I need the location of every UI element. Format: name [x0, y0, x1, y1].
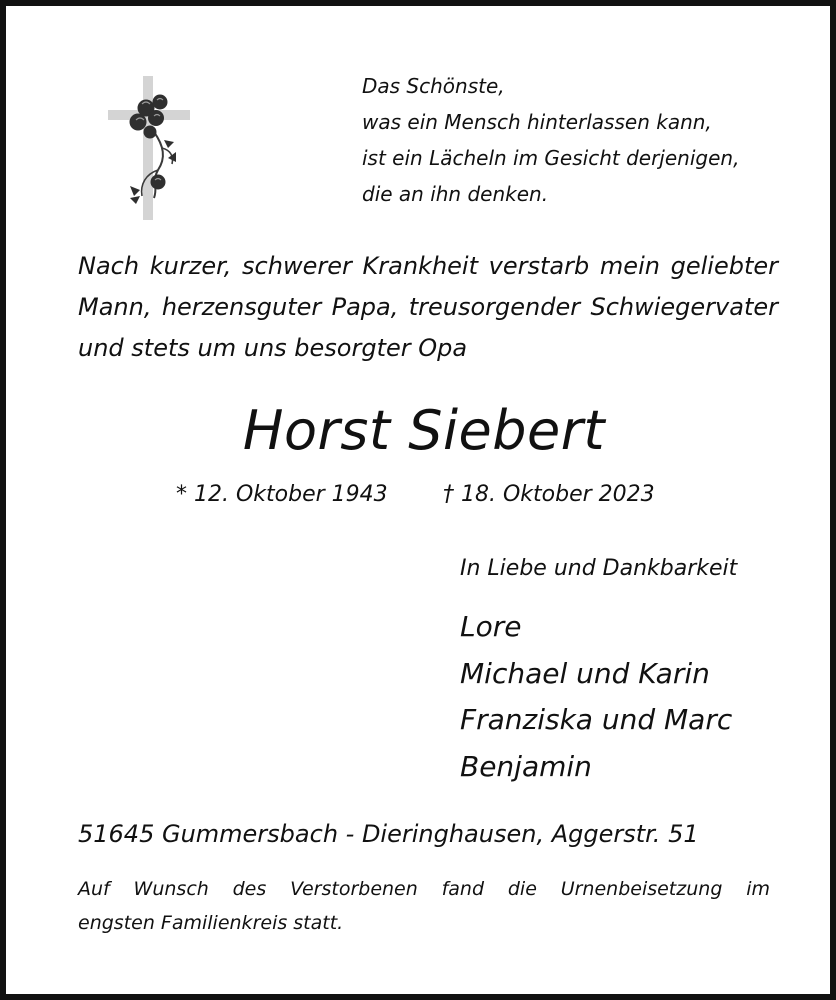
- note-line: Auf Wunsch des Verstorbenen fand die Urnenbeisetzung im: [78, 878, 770, 900]
- announcement-line: Mann, herzensguter Papa, treusorgender Schwiegervater: [78, 293, 778, 321]
- burial-note: [78, 872, 770, 940]
- announcement-line: und stets um uns besorgter Opa: [78, 334, 468, 362]
- family-address: 51645 Gummersbach - Dieringhausen, Aggerstr. 51: [78, 820, 699, 848]
- mourner-name: Franziska und Marc: [460, 703, 733, 736]
- quote-line: ist ein Lächeln im Gesicht derjenigen,: [362, 146, 740, 170]
- cross-with-roses-icon: [106, 74, 192, 222]
- death-date: † 18. Oktober 2023: [443, 482, 655, 507]
- announcement-line: Nach kurzer, schwerer Krankheit verstarb mein geliebter: [78, 252, 778, 280]
- quote-line: Das Schönste,: [362, 74, 505, 98]
- quote-line: die an ihn denken.: [362, 182, 549, 206]
- quote-line: was ein Mensch hinterlassen kann,: [362, 110, 712, 134]
- note-line: engsten Familienkreis statt.: [78, 912, 344, 934]
- announcement-text: [78, 246, 778, 369]
- mourner-name: Lore: [460, 610, 522, 643]
- mourner-name: Michael und Karin: [460, 656, 710, 690]
- memorial-quote: [362, 68, 739, 212]
- deceased-name: Horst Siebert: [242, 399, 606, 462]
- mourners-list: [460, 604, 732, 790]
- birth-date: * 12. Oktober 1943: [176, 482, 388, 507]
- dedication-line: In Liebe und Dankbarkeit: [460, 556, 738, 581]
- mourner-name: Benjamin: [460, 749, 592, 783]
